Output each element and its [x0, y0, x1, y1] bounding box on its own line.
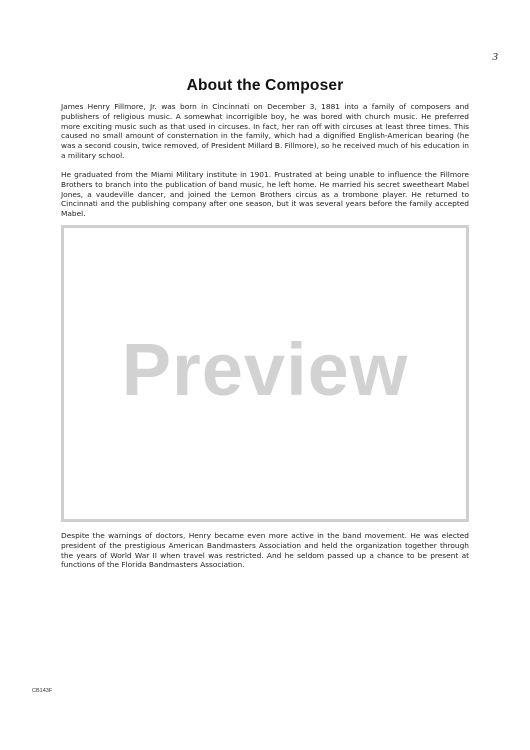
- page-number: 3: [492, 51, 498, 63]
- catalog-code: CB143F: [32, 688, 53, 694]
- preview-placeholder: [61, 225, 469, 522]
- paragraph-biography-early-life: James Henry Fillmore, Jr. was born in Cincinnati on December 3, 1881 into a family of composers and publishers of religious music. A somewhat incorrigible boy, he was bored with church music. He preferred more exciting music such as that used in circuses. In fact, her ran off with circuses at least three times. This caused no small amount of consternation in the family, which had a dignified English-American bearing (he was a second cousin, twice removed, of President Millard B. Fillmore), so he received much of his education in a military school.: [61, 102, 469, 160]
- preview-watermark: Preview: [121, 328, 409, 411]
- paragraph-biography-career: He graduated from the Miami Military institute in 1901. Frustrated at being unable to influence the Fillmore Brothers to branch into the publication of band music, he left home. He married his secret sweetheart Mabel Jones, a vaudeville dancer, and joined the Lemon Brothers circus as a trombone player. He returned to Cincinnati and the publishing company after one season, but it was several years before the family accepted Mabel.: [61, 170, 469, 219]
- paragraph-biography-later-life: Despite the warnings of doctors, Henry became even more active in the band movement. He was elected president of the prestigious American Bandmasters Association and held the organization together through the years of World War II when travel was restricted. And he seldom passed up a chance to be present at functions of the Florida Bandmasters Association.: [61, 531, 469, 570]
- page-title: About the Composer: [186, 77, 344, 94]
